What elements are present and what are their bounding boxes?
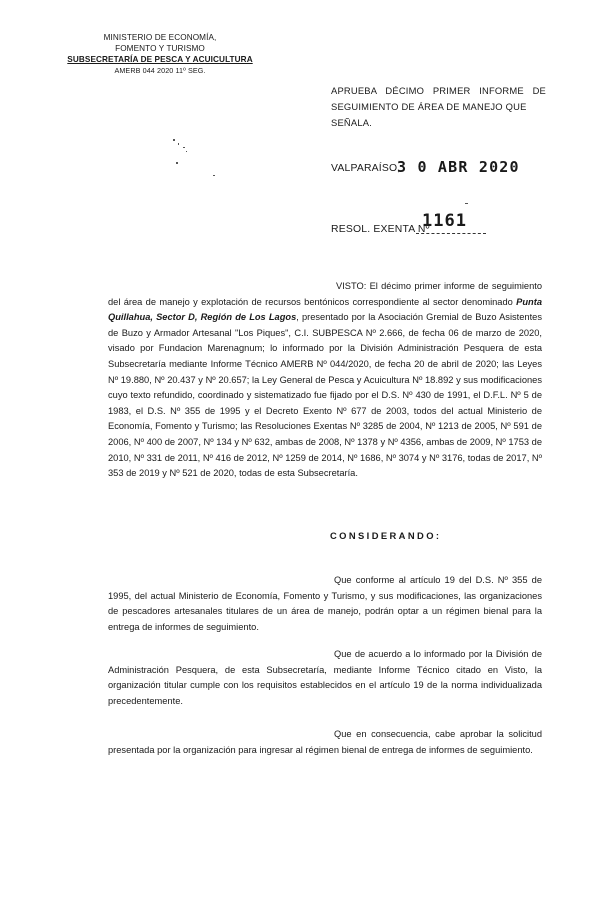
resolution-number: 1161 — [422, 211, 467, 231]
considerando-p2-text: Que de acuerdo a lo informado por la División de Administración Pesquera, de esta Subsecretaría, mediante Informe Técnico citado en Visto, la organización titular cumple con los requisitos establecidos en el artículo 19 de la norma individualizada precedentemente. — [108, 649, 542, 706]
visto-sector: Punta Quillahua, Sector D, Región de Los Lagos — [108, 296, 542, 323]
ministry-line-2: FOMENTO Y TURISMO — [115, 44, 205, 53]
document-title — [331, 83, 546, 131]
considerando-paragraph-1 — [108, 573, 542, 635]
title-line-1: APRUEBA DÉCIMO PRIMER INFORME DE — [331, 85, 546, 96]
date-stamp: 3 0 ABR 2020 — [397, 158, 520, 176]
considerando-paragraph-2 — [108, 647, 542, 709]
visto-text-pre: del área de manejo y explotación de recursos bentónicos correspondiente al sector denominado — [108, 296, 513, 307]
place-city: VALPARAÍSO, — [331, 163, 401, 174]
subsecretaria-line: SUBSECRETARÍA DE PESCA Y ACUICULTURA — [67, 55, 253, 64]
resolution-label: RESOL. EXENTA Nº — [331, 224, 430, 235]
visto-lead: VISTO: El décimo primer informe de seguimiento — [336, 281, 542, 291]
considerando-p3-text: Que en consecuencia, cabe aprobar la solicitud presentada por la organización para ingresar al régimen bienal de entrega de informes de seguimiento. — [108, 729, 542, 755]
title-line-2: SEGUIMIENTO DE ÁREA DE MANEJO QUE SEÑALA. — [331, 101, 527, 128]
ministry-header — [60, 32, 260, 76]
considerando-p1-text: Que conforme al artículo 19 del D.S. Nº 355 de 1995, del actual Ministerio de Economía, Fomento y Turismo, y sus modificaciones, las organizaciones de pescadores artesanales titulares de un área de manejo, podrán optar a un régimen bienal para la entrega de informes de seguimiento. — [108, 575, 542, 632]
reference-code: AMERB 044 2020 11º SEG. — [114, 66, 206, 75]
considerando-heading: CONSIDERANDO: — [330, 530, 442, 541]
resolution-number-line — [416, 233, 486, 234]
considerando-paragraph-3 — [108, 727, 542, 758]
ministry-line-1: MINISTERIO DE ECONOMÍA, — [103, 33, 217, 42]
visto-paragraph — [108, 279, 542, 482]
visto-text-post: , presentado por la Asociación Gremial de Buzo Asistentes de Buzo y Armador Artesanal "Los Piques", C.I. SUBPESCA Nº 2.666, de fecha 06 de marzo de 2020, visado por Fundacion Marenagnum; lo informado por la División Administración Pesquera de esta Subsecretaría mediante Informe Técnico AMERB Nº 044/2020, de fecha 20 de abril de 2020; las Leyes Nº 19.880, Nº 20.437 y Nº 20.657; la Ley General de Pesca y Acuicultura Nº 18.892 y sus modificaciones cuyo texto refundido, coordinado y sistematizado fue fijado por el D.S. Nº 430 de 1991, el D.F.L. Nº 5 de 1983, el D.S. Nº 355 de 1995 y el Decreto Exento Nº 677 de 2003, todos del actual Ministerio de Economía, Fomento y Turismo; las Resoluciones Exentas Nº 3285 de 2004, Nº 1213 de 2005, Nº 591 de 2006, Nº 400 de 2007, Nº 134 y Nº 632, ambas de 2008, Nº 1378 y Nº 4356, ambas de 2009, Nº 1753 de 2010, Nº 331 de 2011, Nº 416 de 2012, Nº 1259 de 2014, Nº 1686, Nº 3074 y Nº 3176, todas de 2017, Nº 353 de 2019 y Nº 521 de 2020, todas de esta Subsecretaría. — [108, 312, 542, 479]
